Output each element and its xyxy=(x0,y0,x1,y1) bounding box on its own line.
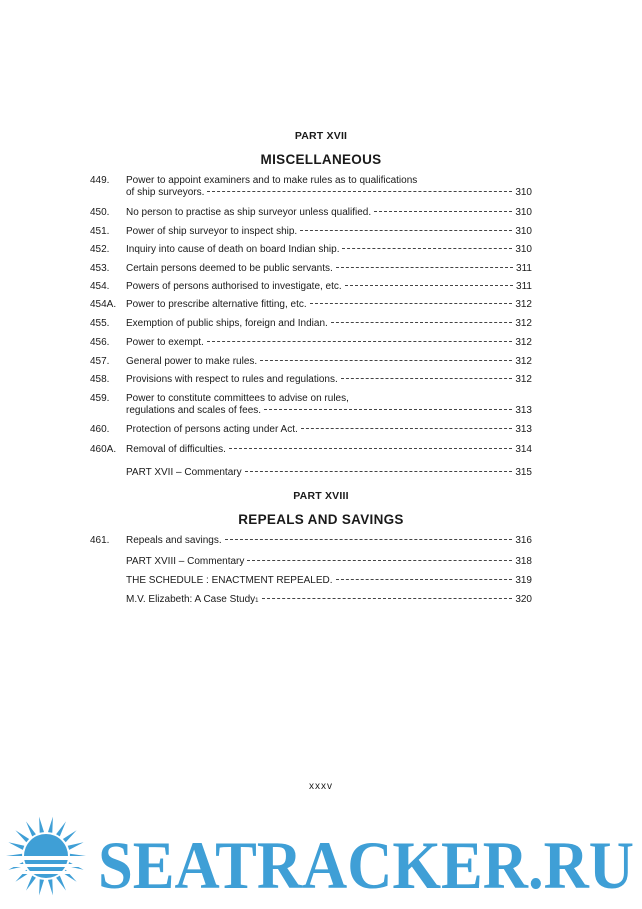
leader-dots xyxy=(260,360,512,361)
section-title: Power to prescribe alternative fitting, etc. xyxy=(126,299,307,310)
section-title: Repeals and savings. xyxy=(126,535,222,546)
page-number-ref: 311 xyxy=(516,281,532,292)
sun-ray xyxy=(48,817,53,833)
section-title: Certain persons deemed to be public servants. xyxy=(126,263,333,274)
section-title: Powers of persons authorised to investigate, etc. xyxy=(126,281,342,292)
section-title: Inquiry into cause of death on board Indian ship. xyxy=(126,244,340,255)
section-title: Power of ship surveyor to inspect ship. xyxy=(126,226,298,237)
section-title: Power to exempt. xyxy=(126,337,204,348)
leader-dots xyxy=(247,560,512,561)
page-number-ref: 312 xyxy=(515,374,532,385)
section-title: Exemption of public ships, foreign and Indian. xyxy=(126,318,328,329)
section-title-line: Power to appoint examiners and to make rules as to qualifications xyxy=(126,175,418,186)
leader-dots xyxy=(245,471,513,472)
leader-dots xyxy=(374,211,512,212)
leader-dots xyxy=(264,409,512,410)
section-number: 453. xyxy=(90,263,110,274)
section-number: 449. xyxy=(90,175,110,186)
part-xvii-title: MISCELLANEOUS xyxy=(260,152,382,167)
leader-dots xyxy=(301,428,513,429)
section-number: 454. xyxy=(90,281,110,292)
seatracker-watermark xyxy=(0,812,642,909)
part-xviii-label: PART XVIII xyxy=(293,490,349,502)
section-number: 455. xyxy=(90,318,110,329)
leader-dots xyxy=(341,378,513,379)
leader-dots xyxy=(342,248,512,249)
section-number: 460. xyxy=(90,424,110,435)
section-number: 461. xyxy=(90,535,110,546)
page-number-ref: 311 xyxy=(516,263,532,274)
page-number-ref: 314 xyxy=(515,444,532,455)
page-number-ref: 319 xyxy=(515,575,532,586)
sun-ray xyxy=(56,876,66,891)
section-title: General power to make rules. xyxy=(126,356,258,367)
section-number: 460A. xyxy=(90,444,117,455)
section-title: PART XVIII – Commentary xyxy=(126,556,245,567)
leader-dots xyxy=(207,191,512,192)
page-number-ref: 318 xyxy=(515,556,532,567)
leader-dots xyxy=(336,267,513,268)
leader-dots xyxy=(225,539,513,540)
part-xvii-label: PART XVII xyxy=(294,130,348,142)
page-number-ref: 310 xyxy=(515,244,532,255)
section-number: 459. xyxy=(90,393,110,404)
section-title: of ship surveyors. xyxy=(126,187,205,198)
section-title: regulations and scales of fees. xyxy=(126,405,262,416)
sun-ray xyxy=(15,830,29,842)
section-title: THE SCHEDULE : ENACTMENT REPEALED. xyxy=(126,575,333,586)
sun-logo-icon xyxy=(0,817,95,896)
page-number-ref: 312 xyxy=(515,337,532,348)
section-title: M.V. Elizabeth: A Case Study xyxy=(126,594,256,605)
section-number: 451. xyxy=(90,226,110,237)
page-number: xxxv xyxy=(309,781,333,792)
section-title: Provisions with respect to rules and regulations. xyxy=(126,374,338,385)
watermark-text: SEATRACKER.RU xyxy=(98,827,634,903)
page-number-ref: 313 xyxy=(515,405,532,416)
part-xviii-title: REPEALS AND SAVINGS xyxy=(238,512,404,527)
leader-dots xyxy=(300,230,512,231)
leader-dots xyxy=(310,303,513,304)
sun-ray xyxy=(48,879,53,895)
page-number-ref: 316 xyxy=(515,535,532,546)
page-number-ref: 312 xyxy=(515,318,532,329)
leader-dots xyxy=(262,598,513,599)
page-number-ref: 320 xyxy=(515,594,532,605)
section-title: No person to practise as ship surveyor unless qualified. xyxy=(126,207,372,218)
section-title: PART XVII – Commentary xyxy=(126,467,242,478)
section-number: 452. xyxy=(90,244,110,255)
section-number: 457. xyxy=(90,356,110,367)
page-number-ref: 312 xyxy=(515,356,532,367)
section-number: 450. xyxy=(90,207,110,218)
sun-ray xyxy=(39,817,44,833)
section-title-line: Power to constitute committees to advise on rules, xyxy=(126,393,349,404)
page-number-ref: 310 xyxy=(515,207,532,218)
leader-dots xyxy=(345,285,513,286)
leader-dots xyxy=(336,579,513,580)
leader-dots xyxy=(229,448,512,449)
sun-ray xyxy=(56,821,66,836)
sun-ray xyxy=(26,876,36,891)
section-title: Protection of persons acting under Act. xyxy=(126,424,298,435)
sun-ray xyxy=(26,821,36,836)
sun-ray xyxy=(39,879,44,895)
leader-dots xyxy=(331,322,513,323)
page-number-ref: 315 xyxy=(515,467,532,478)
section-number: 458. xyxy=(90,374,110,385)
footnote-marker: 1 xyxy=(255,598,259,604)
sun-ray xyxy=(8,842,24,850)
page-number-ref: 313 xyxy=(515,424,532,435)
page-number-ref: 312 xyxy=(515,299,532,310)
section-number: 456. xyxy=(90,337,110,348)
sun-ray xyxy=(63,830,77,842)
page-number-ref: 310 xyxy=(515,226,532,237)
section-number: 454A. xyxy=(90,299,117,310)
leader-dots xyxy=(207,341,513,342)
sun-ray xyxy=(68,842,84,850)
page-number-ref: 310 xyxy=(515,187,532,198)
section-title: Removal of difficulties. xyxy=(126,444,226,455)
